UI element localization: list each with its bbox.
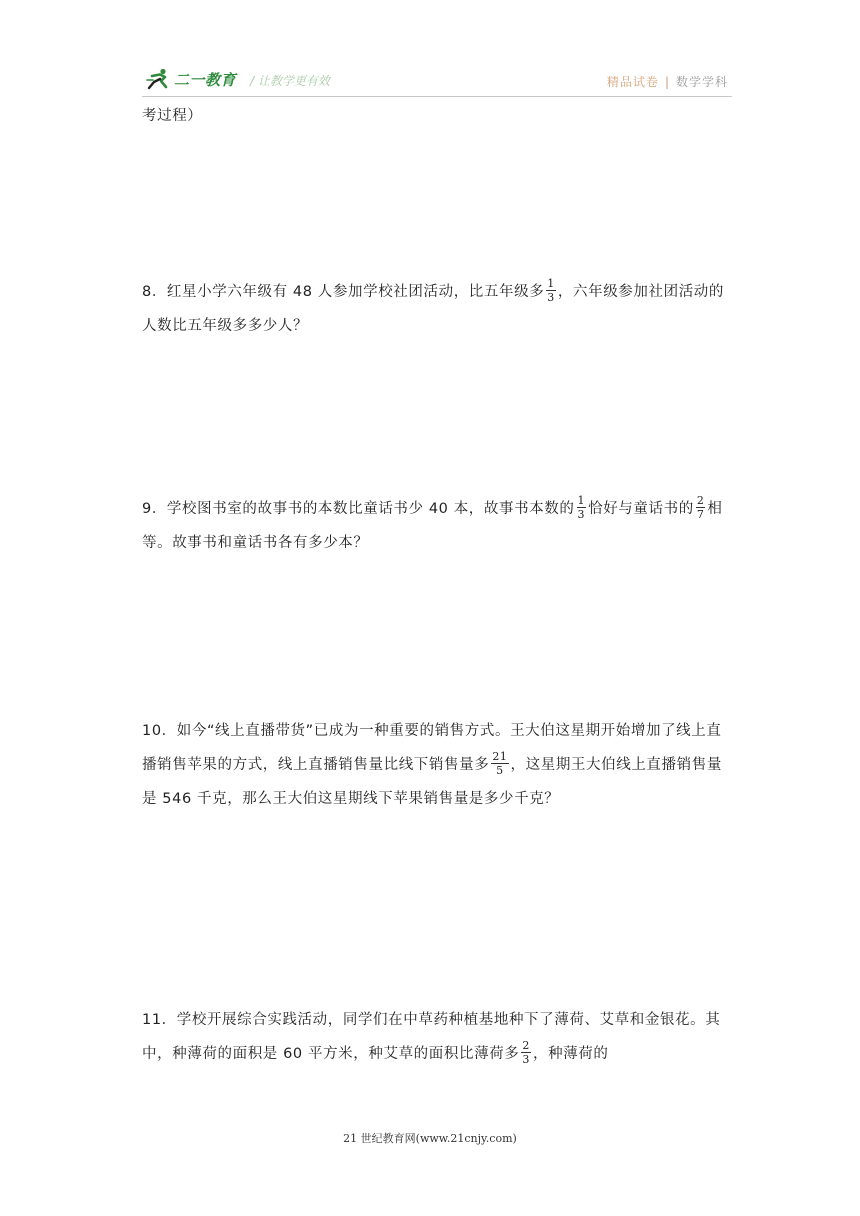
question-9 <box>142 492 734 560</box>
subject-label: 数学学科 <box>675 75 728 89</box>
runner-logo-icon <box>146 68 172 90</box>
q9-fraction-1 <box>577 494 587 521</box>
q8-text-2: ，六年级参加社团活动的人数比五年级多多少人？ <box>142 284 725 334</box>
q9-text-3: 相等。故事书和童话书各有多少本？ <box>142 501 723 551</box>
q11-text-1: 11．学校开展综合实践活动，同学们在中草药种植基地种下了薄荷、艾草和金银花。其中，种薄荷的面积是 60 平方米，种艾草的面积比薄荷多 <box>142 1012 721 1062</box>
q9-fraction-2 <box>696 494 706 521</box>
fraction-numerator: 21 <box>492 749 508 763</box>
fraction-denominator: 7 <box>696 507 705 521</box>
fraction-numerator: 2 <box>696 493 705 507</box>
q8-fraction <box>546 277 556 304</box>
slogan: / 让教学更有效 <box>250 74 330 88</box>
fraction-denominator: 3 <box>522 1052 530 1066</box>
question-10 <box>142 714 734 816</box>
fraction-numerator: 1 <box>577 493 586 507</box>
question-11 <box>142 1003 734 1071</box>
q11-fraction <box>521 1039 531 1066</box>
logo-text: 二一教育 <box>174 70 237 89</box>
fraction-numerator: 1 <box>547 276 555 290</box>
header-separator: | <box>664 75 670 89</box>
q11-text-2: ，种薄荷的 <box>532 1046 609 1062</box>
logo <box>146 68 236 90</box>
q10-text-2: ，这星期王大伯线上直播销售量是 546 千克，那么王大伯这星期线下苹果销售量是多少千克？ <box>142 757 722 807</box>
fraction-numerator: 2 <box>522 1038 530 1052</box>
q10-text-1: 10．如今“线上直播带货”已成为一种重要的销售方式。王大伯这星期开始增加了线上直播销售苹果的方式，线上直播销售量比线下销售量多 <box>142 723 722 773</box>
page-header <box>142 64 732 97</box>
fraction-denominator: 3 <box>547 290 555 304</box>
fraction-denominator: 3 <box>577 507 586 521</box>
continuation-text: 考过程） <box>142 108 203 124</box>
fraction-denominator: 5 <box>496 763 504 777</box>
question-8 <box>142 275 734 343</box>
q9-text-2: 恰好与童话书的 <box>588 501 694 517</box>
brand-label: 精品试卷 <box>606 75 659 89</box>
header-tag <box>607 73 728 90</box>
page-footer: 21 世纪教育网(www.21cnjy.com) <box>343 1132 517 1145</box>
q10-fraction <box>491 750 508 777</box>
q9-text-1: 9．学校图书室的故事书的本数比童话书少 40 本，故事书本数的 <box>142 501 575 517</box>
q8-text-1: 8．红星小学六年级有 48 人参加学校社团活动，比五年级多 <box>142 284 545 300</box>
